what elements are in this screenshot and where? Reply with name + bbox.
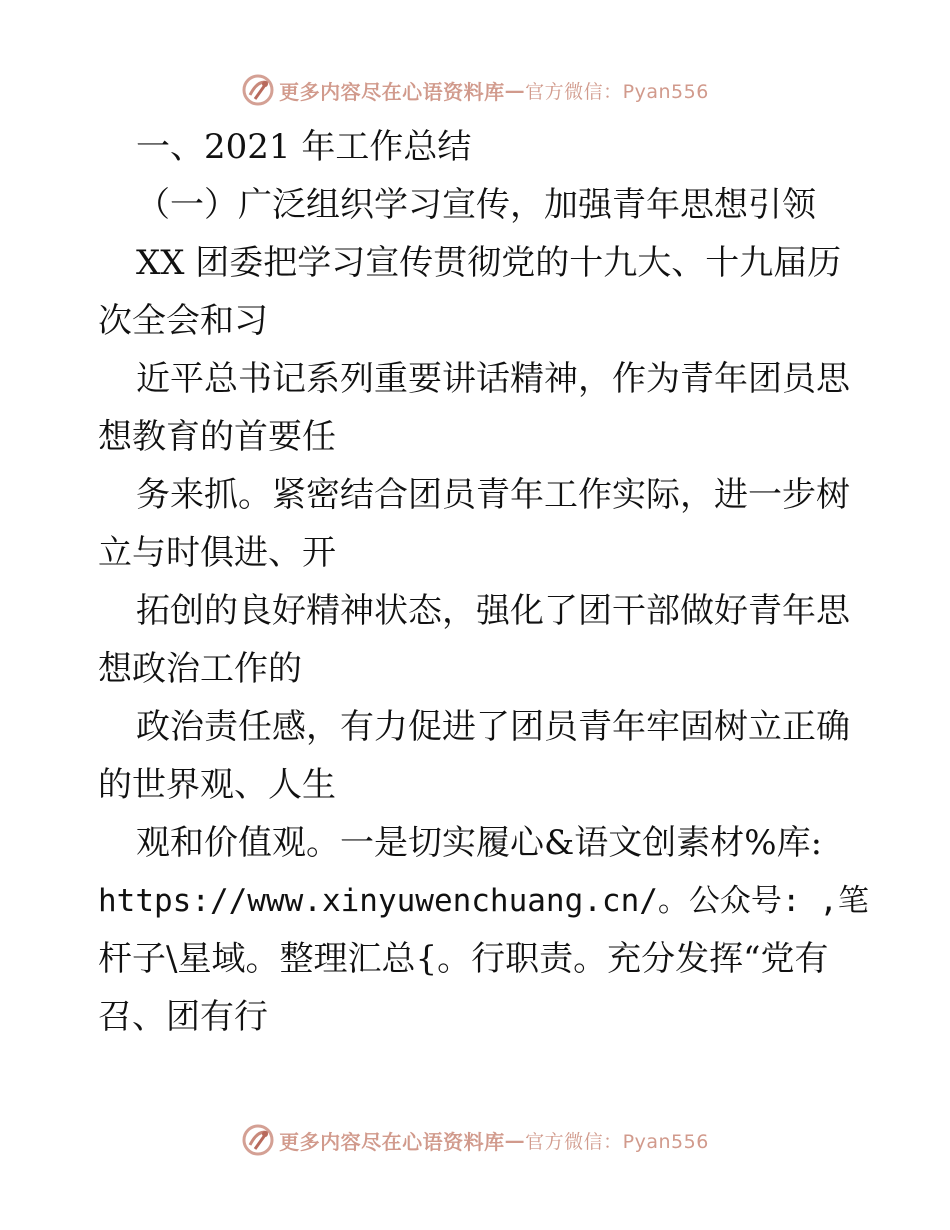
brand-logo-icon	[241, 73, 275, 107]
subsection-heading: （一）广泛组织学习宣传，加强青年思想引领	[136, 185, 816, 225]
paragraph-line: 的世界观、人生	[98, 765, 336, 805]
header-banner-dash: —	[504, 78, 526, 102]
footer-banner-dash: —	[504, 1128, 526, 1152]
footer-banner	[0, 1122, 950, 1158]
paragraph-line: 观和价值观。一是切实履心&语文创素材%库:	[136, 823, 823, 863]
paragraph-line: 召、团有行	[98, 997, 268, 1037]
paragraph-line: 拓创的良好精神状态，强化了团干部做好青年思	[136, 591, 850, 631]
header-banner-contact: 官方微信：Pyan556	[525, 80, 709, 103]
footer-banner-text: 更多内容尽在心语资料库	[279, 1129, 505, 1154]
footer-banner-contact: 官方微信：Pyan556	[525, 1130, 709, 1153]
section-heading: 一、2021 年工作总结	[136, 127, 472, 167]
paragraph-line: 立与时俱进、开	[98, 533, 336, 573]
paragraph-line: 次全会和习	[98, 301, 268, 341]
paragraph-line: 务来抓。紧密结合团员青年工作实际，进一步树	[136, 475, 850, 515]
paragraph-line: 近平总书记系列重要讲话精神，作为青年团员思	[136, 359, 850, 399]
paragraph-line: 想教育的首要任	[98, 417, 336, 457]
brand-logo-icon	[241, 1123, 275, 1157]
paragraph-line: 想政治工作的	[98, 649, 302, 689]
document-body	[98, 118, 869, 1046]
paragraph-line: 政治责任感，有力促进了团员青年牢固树立正确	[136, 707, 850, 747]
header-banner	[0, 72, 950, 108]
paragraph-line: 杆子\星域。整理汇总{。行职责。充分发挥“党有	[98, 939, 829, 979]
paragraph-line: XX 团委把学习宣传贯彻党的十九大、十九届历	[136, 243, 842, 283]
header-banner-text: 更多内容尽在心语资料库	[279, 79, 505, 104]
paragraph-line-url: https://www.xinyuwenchuang.cn/。公众号: ,笔	[98, 883, 869, 919]
